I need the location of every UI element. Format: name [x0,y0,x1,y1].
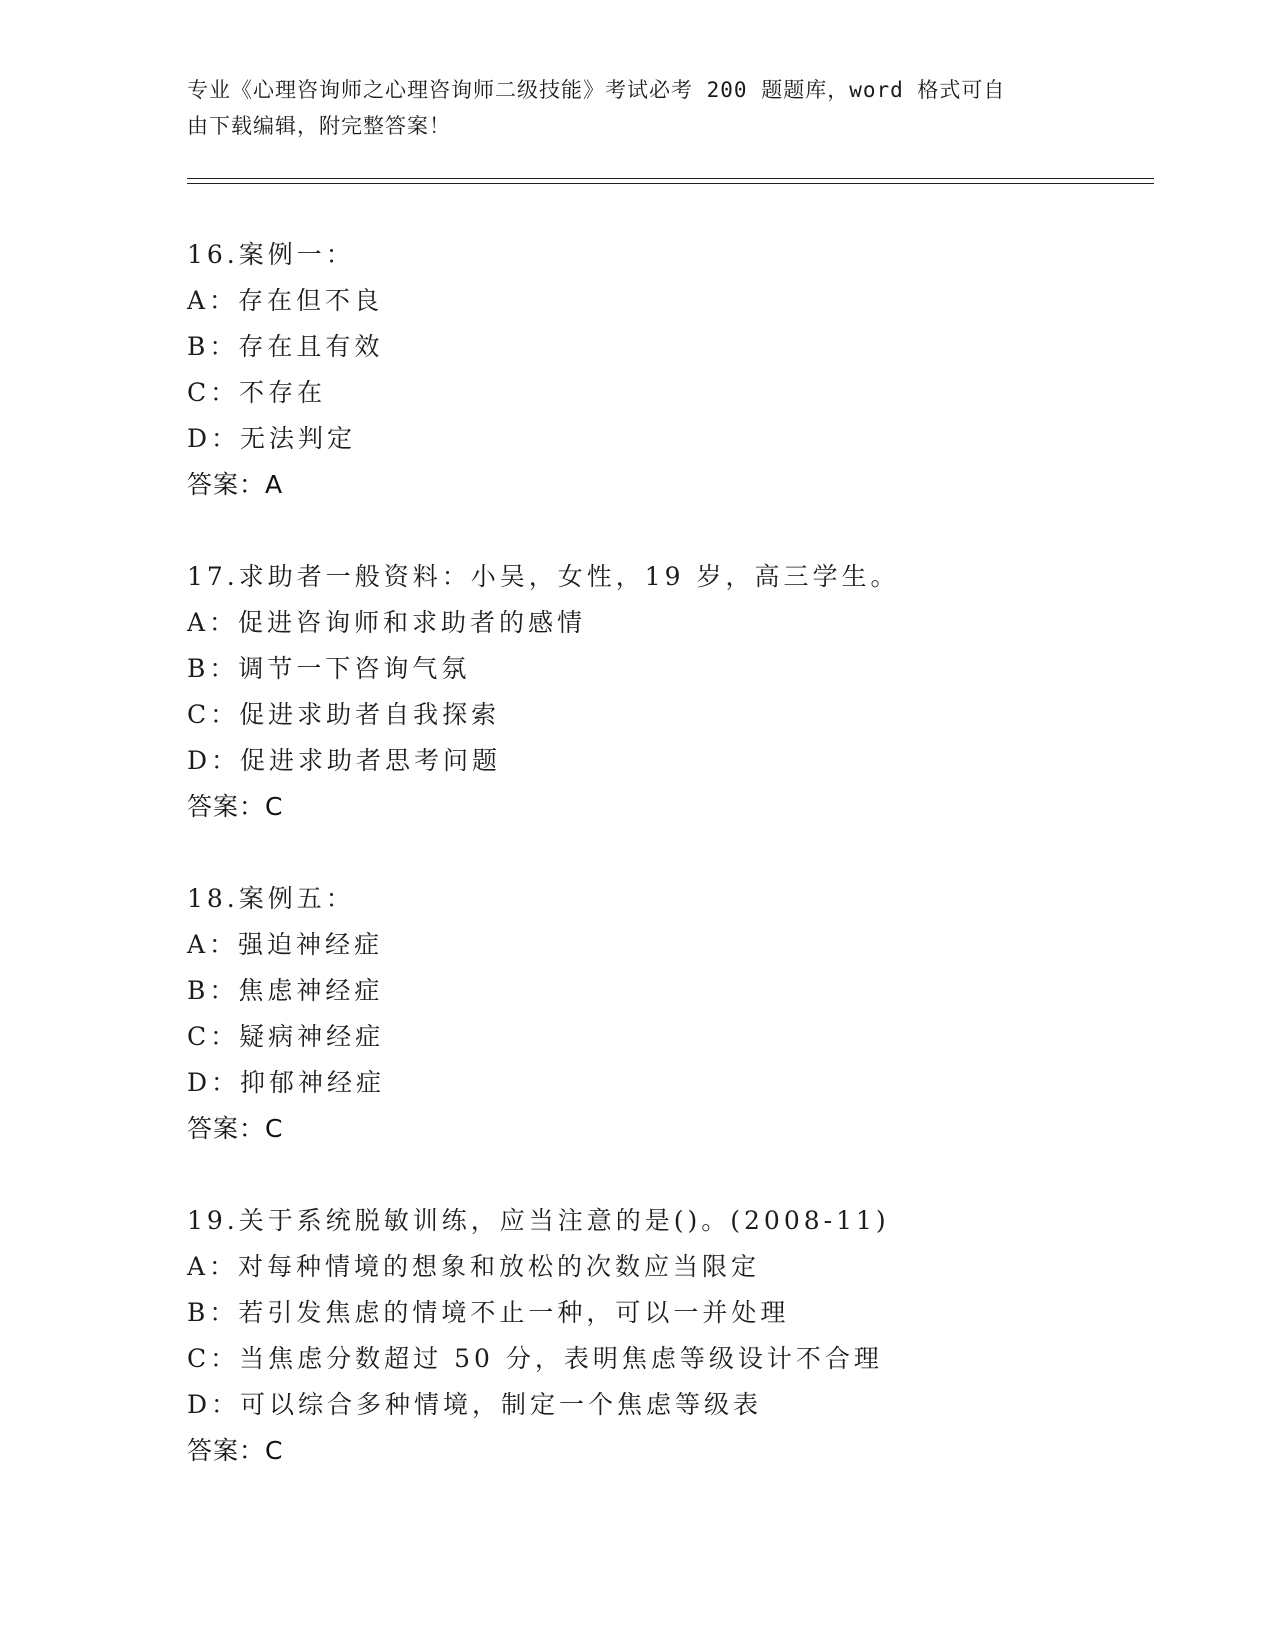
answer: 答案：C [187,792,284,821]
option-a: A：强迫神经症 [187,930,384,959]
answer: 答案：A [187,470,284,499]
question-stem: 17.求助者一般资料：小吴，女性，19 岁，高三学生。 [187,562,900,591]
option-b: B：调节一下咨询气氛 [187,654,471,683]
option-d: D：抑郁神经症 [187,1068,386,1097]
header-line-2: 由下载编辑，附完整答案！ [187,114,451,138]
option-b: B：焦虑神经症 [187,976,384,1005]
question-stem: 16.案例一： [187,240,355,269]
answer: 答案：C [187,1114,284,1143]
option-d: D：可以综合多种情境，制定一个焦虑等级表 [187,1390,763,1419]
option-a: A：促进咨询师和求助者的感情 [187,608,587,637]
question-17 [187,554,1147,830]
header-divider-top [187,178,1154,179]
question-16 [187,232,1147,508]
answer: 答案：C [187,1436,284,1465]
option-c: C：促进求助者自我探索 [187,700,501,729]
question-19 [187,1198,1147,1474]
question-stem: 18.案例五： [187,884,355,913]
header-line-1: 专业《心理咨询师之心理咨询师二级技能》考试必考 200 题题库，word 格式可自 [187,78,1006,102]
option-a: A：存在但不良 [187,286,384,315]
question-list [187,232,1147,1520]
header-divider-bottom [187,183,1154,184]
option-c: C：当焦虑分数超过 50 分，表明焦虑等级设计不合理 [187,1344,883,1373]
option-c: C：疑病神经症 [187,1022,385,1051]
option-c: C：不存在 [187,378,327,407]
document-header [187,72,1067,144]
question-stem: 19.关于系统脱敏训练，应当注意的是()。(2008-11) [187,1206,890,1235]
option-a: A：对每种情境的想象和放松的次数应当限定 [187,1252,761,1281]
option-b: B：若引发焦虑的情境不止一种，可以一并处理 [187,1298,790,1327]
question-18 [187,876,1147,1152]
option-d: D：无法判定 [187,424,357,453]
option-b: B：存在且有效 [187,332,384,361]
option-d: D：促进求助者思考问题 [187,746,502,775]
